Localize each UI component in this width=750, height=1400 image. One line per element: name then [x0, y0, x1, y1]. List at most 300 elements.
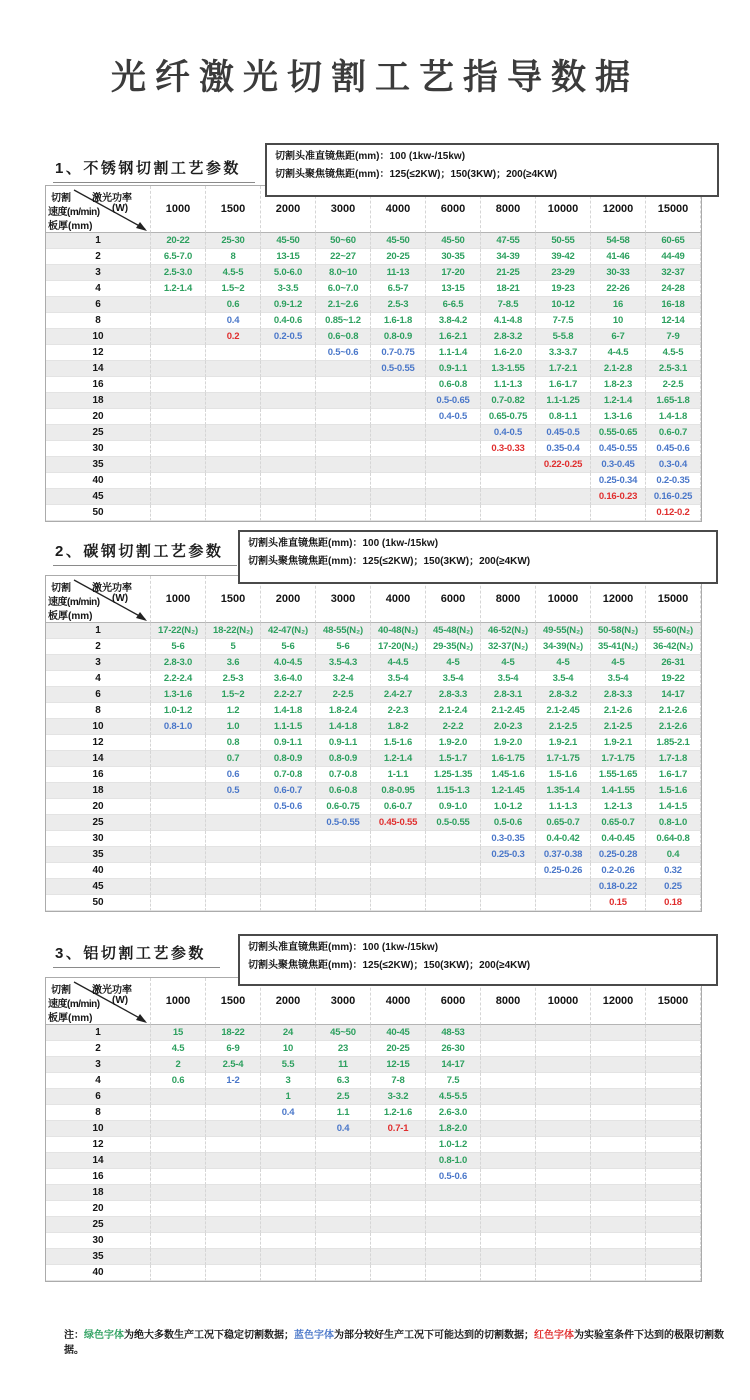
data-cell — [316, 863, 371, 879]
data-cell — [371, 1201, 426, 1217]
data-cell — [646, 1041, 701, 1057]
data-cell: 0.2-0.35 — [646, 473, 701, 489]
power-header-cell: 1500 — [206, 978, 261, 1025]
row-label-thickness: 4 — [46, 671, 151, 687]
data-cell: 11-13 — [371, 265, 426, 281]
data-cell — [206, 457, 261, 473]
data-cell: 1.7-2.1 — [536, 361, 591, 377]
data-cell — [591, 1121, 646, 1137]
data-cell — [316, 393, 371, 409]
data-cell: 0.8-0.9 — [371, 329, 426, 345]
data-cell — [316, 473, 371, 489]
data-cell: 12-15 — [371, 1057, 426, 1073]
data-cell: 2.0-2.3 — [481, 719, 536, 735]
data-cell: 0.6 — [206, 767, 261, 783]
data-cell — [316, 895, 371, 911]
data-cell — [206, 847, 261, 863]
data-cell: 11 — [316, 1057, 371, 1073]
data-cell: 14-17 — [646, 687, 701, 703]
data-cell: 3.5-4 — [371, 671, 426, 687]
data-cell — [151, 847, 206, 863]
data-cell — [261, 425, 316, 441]
data-cell: 1.2-1.3 — [591, 799, 646, 815]
power-header-cell: 6000 — [426, 576, 481, 623]
row-label-thickness: 8 — [46, 703, 151, 719]
data-cell: 1.0 — [206, 719, 261, 735]
data-cell: 2.1-2.4 — [426, 703, 481, 719]
data-cell — [316, 1201, 371, 1217]
data-cell — [646, 1089, 701, 1105]
data-cell — [206, 1137, 261, 1153]
data-cell — [536, 489, 591, 505]
data-cell — [426, 425, 481, 441]
row-label-thickness: 40 — [46, 1265, 151, 1281]
data-cell: 12-14 — [646, 313, 701, 329]
data-cell — [481, 1137, 536, 1153]
data-cell: 24 — [261, 1025, 316, 1041]
data-cell: 2-2.3 — [371, 703, 426, 719]
data-cell — [261, 847, 316, 863]
data-cell — [151, 377, 206, 393]
lens-info-box — [238, 530, 718, 584]
power-header-cell: 10000 — [536, 978, 591, 1025]
data-cell: 1.2-1.4 — [591, 393, 646, 409]
color-legend-note — [64, 1326, 724, 1356]
data-cell: 0.4-0.5 — [426, 409, 481, 425]
data-cell: 0.3-0.45 — [591, 457, 646, 473]
data-cell — [536, 1025, 591, 1041]
data-cell — [536, 1041, 591, 1057]
data-cell: 1.0-1.2 — [481, 799, 536, 815]
data-cell: 1.9-2.1 — [536, 735, 591, 751]
carbon-steel-table-block — [45, 528, 700, 914]
data-cell — [481, 1073, 536, 1089]
row-label-thickness: 12 — [46, 735, 151, 751]
data-cell: 55-60(N₂) — [646, 623, 701, 639]
data-cell: 0.25 — [646, 879, 701, 895]
data-cell: 1.2-1.6 — [371, 1105, 426, 1121]
data-cell: 2.8-3.2 — [481, 329, 536, 345]
data-cell — [481, 1265, 536, 1281]
data-cell: 39-42 — [536, 249, 591, 265]
data-cell: 24-28 — [646, 281, 701, 297]
row-label-thickness: 6 — [46, 687, 151, 703]
power-header-cell: 8000 — [481, 576, 536, 623]
data-cell — [646, 1153, 701, 1169]
data-cell: 2.8-3.0 — [151, 655, 206, 671]
data-cell — [206, 831, 261, 847]
data-cell — [316, 879, 371, 895]
lens-info-box — [238, 934, 718, 986]
data-cell — [151, 1089, 206, 1105]
power-header-cell: 6000 — [426, 186, 481, 233]
data-cell: 0.4-0.6 — [261, 313, 316, 329]
corner-label-cut: 切割 — [51, 583, 71, 594]
data-cell: 0.5-0.55 — [316, 815, 371, 831]
data-cell — [261, 457, 316, 473]
data-cell — [316, 1265, 371, 1281]
data-cell — [536, 879, 591, 895]
data-cell — [646, 1217, 701, 1233]
data-cell: 3.8-4.2 — [426, 313, 481, 329]
data-cell: 0.7 — [206, 751, 261, 767]
row-label-thickness: 3 — [46, 1057, 151, 1073]
data-cell — [371, 1185, 426, 1201]
data-cell: 1 — [261, 1089, 316, 1105]
data-cell — [371, 473, 426, 489]
stainless-steel-grid — [45, 185, 702, 522]
data-cell: 1.7-1.75 — [536, 751, 591, 767]
data-cell — [206, 1185, 261, 1201]
data-cell: 0.5-0.6 — [481, 815, 536, 831]
data-cell: 5-6 — [316, 639, 371, 655]
data-cell — [371, 425, 426, 441]
legend-text: 为绝大多数生产工况下稳定切割数据； — [124, 1330, 294, 1341]
data-cell — [481, 863, 536, 879]
data-cell — [371, 393, 426, 409]
data-cell: 2.1-2.6 — [591, 703, 646, 719]
data-cell — [151, 735, 206, 751]
row-label-thickness: 14 — [46, 751, 151, 767]
data-cell — [591, 1105, 646, 1121]
power-header-cell: 8000 — [481, 978, 536, 1025]
row-label-thickness: 3 — [46, 265, 151, 281]
row-label-thickness: 16 — [46, 377, 151, 393]
aluminum-grid — [45, 977, 702, 1282]
data-cell — [536, 1217, 591, 1233]
data-cell: 0.4-0.42 — [536, 831, 591, 847]
data-cell: 7-8.5 — [481, 297, 536, 313]
data-cell — [261, 815, 316, 831]
data-cell — [426, 1201, 481, 1217]
data-cell — [206, 1169, 261, 1185]
data-cell: 1.4-1.8 — [316, 719, 371, 735]
data-cell — [151, 441, 206, 457]
data-cell — [316, 425, 371, 441]
green-legend-label: 绿色字体 — [84, 1330, 124, 1341]
data-cell: 1.6-2.0 — [481, 345, 536, 361]
data-cell — [536, 1089, 591, 1105]
data-cell: 18-22 — [206, 1025, 261, 1041]
row-label-thickness: 6 — [46, 1089, 151, 1105]
data-cell — [371, 1169, 426, 1185]
data-cell: 19-22 — [646, 671, 701, 687]
data-cell — [646, 1233, 701, 1249]
data-cell — [206, 409, 261, 425]
data-cell — [426, 473, 481, 489]
data-cell: 1.65-1.8 — [646, 393, 701, 409]
data-cell — [151, 345, 206, 361]
data-cell — [151, 751, 206, 767]
corner-label-cut: 切割 — [51, 985, 71, 996]
data-cell — [646, 1073, 701, 1089]
data-cell — [151, 767, 206, 783]
row-label-thickness: 20 — [46, 409, 151, 425]
data-cell: 15 — [151, 1025, 206, 1041]
data-cell: 2-2.5 — [646, 377, 701, 393]
data-cell: 20-25 — [371, 1041, 426, 1057]
row-label-thickness: 2 — [46, 1041, 151, 1057]
corner-cell — [46, 576, 151, 623]
data-cell: 4.0-4.5 — [261, 655, 316, 671]
data-cell — [591, 1073, 646, 1089]
data-cell — [316, 1217, 371, 1233]
data-cell: 0.7-0.75 — [371, 345, 426, 361]
data-cell: 6.3 — [316, 1073, 371, 1089]
data-cell: 0.7-1 — [371, 1121, 426, 1137]
data-cell — [206, 345, 261, 361]
data-cell: 1.1-1.3 — [481, 377, 536, 393]
data-cell — [536, 1233, 591, 1249]
data-cell: 2.1-2.8 — [591, 361, 646, 377]
row-label-thickness: 18 — [46, 393, 151, 409]
data-cell — [261, 505, 316, 521]
row-label-thickness: 20 — [46, 1201, 151, 1217]
data-cell — [536, 895, 591, 911]
data-cell: 3.5-4 — [481, 671, 536, 687]
data-cell: 0.6-0.8 — [316, 783, 371, 799]
data-cell: 1.35-1.4 — [536, 783, 591, 799]
data-cell: 0.64-0.8 — [646, 831, 701, 847]
data-cell: 10 — [591, 313, 646, 329]
data-cell: 1.4-1.8 — [646, 409, 701, 425]
data-cell: 1.1 — [316, 1105, 371, 1121]
data-cell: 26-30 — [426, 1041, 481, 1057]
data-cell — [591, 1089, 646, 1105]
data-cell — [536, 1105, 591, 1121]
data-cell — [591, 1025, 646, 1041]
data-cell — [481, 1057, 536, 1073]
data-cell: 45-50 — [426, 233, 481, 249]
info-line-collimating: 切割头准直镜焦距(mm)：100 (1kw-/15kw) — [248, 538, 439, 549]
data-cell: 0.4 — [206, 313, 261, 329]
power-header-cell: 6000 — [426, 978, 481, 1025]
data-cell: 1.15-1.3 — [426, 783, 481, 799]
data-cell: 3.5-4.3 — [316, 655, 371, 671]
data-cell: 26-31 — [646, 655, 701, 671]
row-label-thickness: 25 — [46, 815, 151, 831]
data-cell: 0.45-0.55 — [371, 815, 426, 831]
row-label-thickness: 30 — [46, 1233, 151, 1249]
data-cell — [646, 1121, 701, 1137]
data-cell: 0.18 — [646, 895, 701, 911]
power-header-cell: 4000 — [371, 978, 426, 1025]
data-cell — [591, 1201, 646, 1217]
data-cell — [151, 1185, 206, 1201]
data-cell: 2.1-2.6 — [646, 703, 701, 719]
data-cell: 2.1-2.5 — [536, 719, 591, 735]
data-cell: 5-6 — [261, 639, 316, 655]
data-cell — [371, 441, 426, 457]
data-cell: 54-58 — [591, 233, 646, 249]
corner-cell — [46, 978, 151, 1025]
data-cell: 0.8-0.9 — [316, 751, 371, 767]
data-cell: 32-37(N₂) — [481, 639, 536, 655]
data-cell: 2.4-2.7 — [371, 687, 426, 703]
data-cell: 1.55-1.65 — [591, 767, 646, 783]
row-label-thickness: 20 — [46, 799, 151, 815]
data-cell — [206, 473, 261, 489]
data-cell: 0.3-0.33 — [481, 441, 536, 457]
data-cell — [646, 1201, 701, 1217]
data-cell: 0.6-0.7 — [646, 425, 701, 441]
data-cell — [371, 1217, 426, 1233]
data-cell: 22~27 — [316, 249, 371, 265]
data-cell — [151, 505, 206, 521]
data-cell — [646, 1185, 701, 1201]
data-cell: 7.5 — [426, 1073, 481, 1089]
data-cell — [371, 457, 426, 473]
data-cell: 23 — [316, 1041, 371, 1057]
data-cell — [151, 799, 206, 815]
data-cell — [206, 863, 261, 879]
data-cell — [481, 505, 536, 521]
row-label-thickness: 1 — [46, 233, 151, 249]
data-cell: 34-39 — [481, 249, 536, 265]
data-cell — [536, 505, 591, 521]
data-cell — [151, 1265, 206, 1281]
data-cell — [206, 1265, 261, 1281]
data-cell — [261, 895, 316, 911]
data-cell — [261, 1265, 316, 1281]
data-cell: 7-8 — [371, 1073, 426, 1089]
power-header-cell: 4000 — [371, 186, 426, 233]
data-cell: 50~60 — [316, 233, 371, 249]
data-cell — [481, 1153, 536, 1169]
data-cell — [151, 393, 206, 409]
data-cell — [371, 1153, 426, 1169]
data-cell — [426, 879, 481, 895]
data-cell: 0.9-1.1 — [316, 735, 371, 751]
data-cell: 1.1-1.4 — [426, 345, 481, 361]
data-cell: 0.12-0.2 — [646, 505, 701, 521]
data-cell — [206, 361, 261, 377]
data-cell — [371, 1249, 426, 1265]
data-cell: 0.9-1.2 — [261, 297, 316, 313]
data-cell — [316, 457, 371, 473]
data-cell: 6-7 — [591, 329, 646, 345]
data-cell: 1-1.1 — [371, 767, 426, 783]
data-cell — [536, 1265, 591, 1281]
data-cell: 2.2-2.7 — [261, 687, 316, 703]
data-cell: 1.1-1.3 — [536, 799, 591, 815]
data-cell: 19-23 — [536, 281, 591, 297]
data-cell — [151, 297, 206, 313]
data-cell: 1.3-1.6 — [151, 687, 206, 703]
data-cell: 4.5-5 — [646, 345, 701, 361]
data-cell: 1.8-2.4 — [316, 703, 371, 719]
data-cell: 17-20(N₂) — [371, 639, 426, 655]
data-cell: 1.5~2 — [206, 687, 261, 703]
row-label-thickness: 3 — [46, 655, 151, 671]
data-cell — [646, 1105, 701, 1121]
power-header-cell: 15000 — [646, 186, 701, 233]
data-cell: 3-3.2 — [371, 1089, 426, 1105]
row-label-thickness: 16 — [46, 767, 151, 783]
row-label-thickness: 45 — [46, 879, 151, 895]
data-cell: 1.5-1.7 — [426, 751, 481, 767]
data-cell: 5-6 — [151, 639, 206, 655]
corner-label-laser-power: 激光功率 — [92, 583, 132, 594]
power-header-cell: 12000 — [591, 186, 646, 233]
data-cell: 48-55(N₂) — [316, 623, 371, 639]
data-cell: 41-46 — [591, 249, 646, 265]
row-label-thickness: 4 — [46, 1073, 151, 1089]
row-label-thickness: 6 — [46, 297, 151, 313]
row-label-thickness: 10 — [46, 719, 151, 735]
data-cell: 6.5-7 — [371, 281, 426, 297]
data-cell — [591, 1217, 646, 1233]
data-cell — [261, 393, 316, 409]
data-cell: 0.85~1.2 — [316, 313, 371, 329]
data-cell — [426, 505, 481, 521]
data-cell — [261, 377, 316, 393]
data-cell — [261, 1121, 316, 1137]
row-label-thickness: 12 — [46, 345, 151, 361]
data-cell: 0.7-0.82 — [481, 393, 536, 409]
data-cell — [646, 1025, 701, 1041]
stainless-steel-table-block — [45, 145, 700, 523]
data-cell — [151, 425, 206, 441]
data-cell: 4-5 — [481, 655, 536, 671]
data-cell: 0.4 — [646, 847, 701, 863]
data-cell: 0.7-0.8 — [261, 767, 316, 783]
data-cell — [206, 1089, 261, 1105]
data-cell: 0.6-0.75 — [316, 799, 371, 815]
corner-label-thickness: 板厚(mm) — [48, 221, 93, 232]
data-cell: 8.0~10 — [316, 265, 371, 281]
corner-label-laser-power: 激光功率 — [92, 985, 132, 996]
data-cell: 0.6-0.7 — [261, 783, 316, 799]
data-cell: 1.2 — [206, 703, 261, 719]
power-header-cell: 1000 — [151, 576, 206, 623]
data-cell — [261, 473, 316, 489]
data-cell — [261, 1217, 316, 1233]
data-cell: 0.4 — [316, 1121, 371, 1137]
data-cell: 21-25 — [481, 265, 536, 281]
data-cell — [481, 473, 536, 489]
data-cell — [151, 1169, 206, 1185]
data-cell: 40-45 — [371, 1025, 426, 1041]
row-label-thickness: 18 — [46, 1185, 151, 1201]
data-cell — [426, 1265, 481, 1281]
data-cell: 1.0-1.2 — [426, 1137, 481, 1153]
data-cell — [646, 1057, 701, 1073]
data-cell — [261, 1153, 316, 1169]
data-cell — [206, 895, 261, 911]
data-cell: 0.2-0.5 — [261, 329, 316, 345]
blue-legend-label: 蓝色字体 — [294, 1330, 334, 1341]
data-cell: 0.15 — [591, 895, 646, 911]
data-cell — [206, 441, 261, 457]
data-cell: 2.5-3 — [206, 671, 261, 687]
data-cell — [206, 1121, 261, 1137]
data-cell — [261, 1169, 316, 1185]
data-cell: 30-33 — [591, 265, 646, 281]
data-cell — [261, 409, 316, 425]
data-cell: 0.25-0.3 — [481, 847, 536, 863]
power-header-cell: 10000 — [536, 576, 591, 623]
power-header-cell: 1000 — [151, 186, 206, 233]
data-cell: 49-55(N₂) — [536, 623, 591, 639]
info-line-focusing: 切割头聚焦镜焦距(mm)：125(≤2KW)；150(3KW)；200(≥4KW) — [275, 169, 558, 180]
data-cell: 1.25-1.35 — [426, 767, 481, 783]
data-cell — [316, 1169, 371, 1185]
row-label-thickness: 35 — [46, 847, 151, 863]
data-cell: 50-55 — [536, 233, 591, 249]
data-cell — [426, 1249, 481, 1265]
data-cell: 0.6~0.8 — [316, 329, 371, 345]
